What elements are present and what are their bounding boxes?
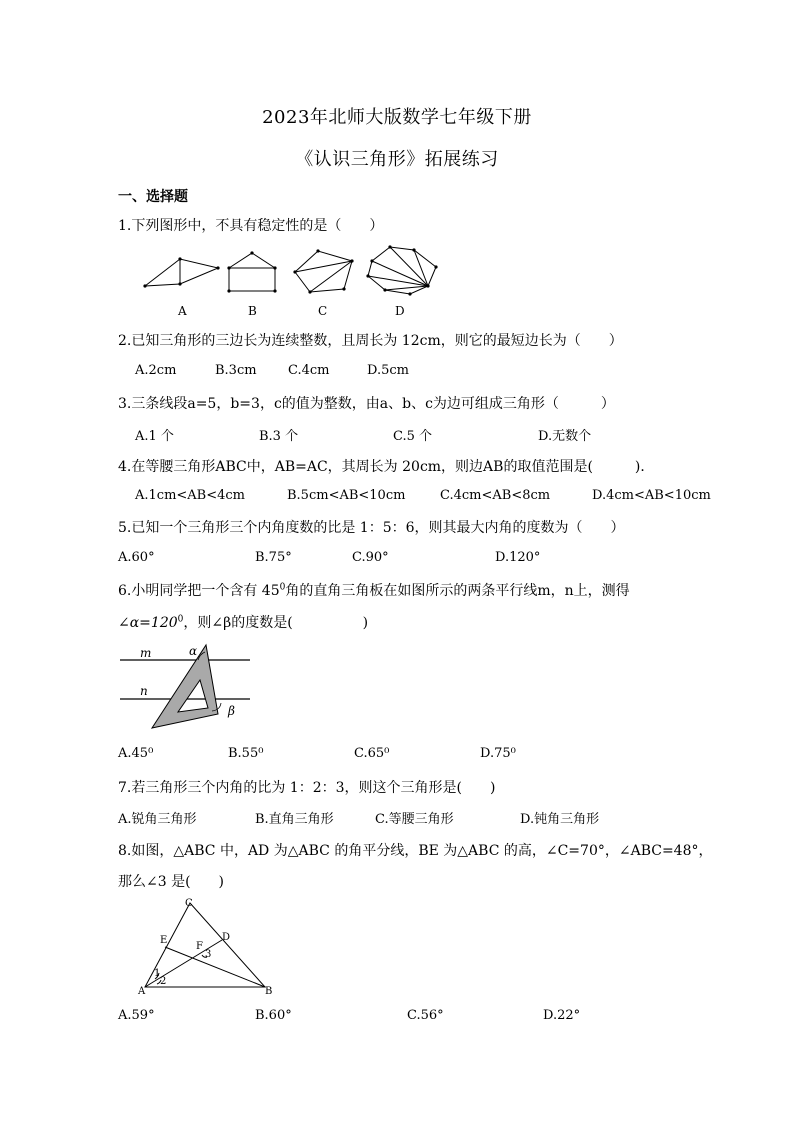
q2-option-c: C.4cm [288, 363, 330, 378]
q4-option-b: B.5cm<AB<10cm [287, 488, 406, 503]
question-5: 5.已知一个三角形三个内角度数的比是 1：5：6，则其最大内角的度数为（ ） [118, 520, 625, 536]
q1-figure-d [368, 247, 436, 294]
section-heading: 一、选择题 [118, 189, 188, 205]
q8-label-f: F [196, 941, 203, 952]
q1-label-b: B [248, 304, 257, 318]
question-6-line-1 [118, 580, 630, 600]
q8-label-e: E [160, 935, 168, 946]
q2-option-b: B.3cm [215, 363, 257, 378]
question-6-line-2 [118, 612, 368, 632]
q7-option-d: D.钝角三角形 [520, 812, 600, 827]
q3-option-a: A.1 个 [135, 429, 174, 444]
q3-option-b: B.3 个 [259, 429, 299, 444]
doc-subtitle: 《认识三角形》拓展练习 [295, 149, 499, 170]
q5-option-c: C.90° [352, 550, 389, 565]
q2-option-d: D.5cm [367, 363, 409, 378]
q8-label-b: B [265, 986, 273, 997]
q6-text-a: 6.小明同学把一个含有 45 [118, 583, 280, 599]
q6-text-c: ，则∠β的度数是( ) [183, 615, 369, 631]
set-square [152, 645, 218, 728]
q6-alpha-sup: 0 [177, 614, 184, 625]
q6-degree-sup: 0 [279, 582, 286, 593]
q6-alpha-value: ∠α=120 [118, 615, 178, 631]
q1-label-d: D [395, 304, 405, 318]
q8-label-2: 2 [160, 976, 167, 987]
q6-text-b: 角的直角三角板在如图所示的两条平行线m，n上，测得 [285, 583, 630, 599]
q3-option-d: D.无数个 [538, 429, 592, 444]
q8-option-d: D.22° [543, 1008, 581, 1023]
q5-option-a: A.60° [118, 550, 155, 565]
q6-label-n: n [140, 684, 148, 698]
question-3: 3.三条线段a=5，b=3，c的值为整数，由a、b、c为边可组成三角形（ ） [118, 396, 615, 412]
altitude-be [165, 947, 265, 987]
q8-label-d: D [222, 932, 231, 943]
q3-option-c: C.5 个 [393, 429, 433, 444]
q6-label-alpha: α [189, 644, 198, 658]
q8-label-c: C [185, 898, 193, 909]
q1-figure-a [145, 259, 218, 286]
q8-option-a: A.59° [118, 1008, 155, 1023]
q6-label-m: m [140, 646, 152, 660]
q8-label-a: A [138, 986, 146, 997]
q8-option-c: C.56° [407, 1008, 444, 1023]
doc-title: 2023年北师大版数学七年级下册 [262, 107, 532, 128]
q1-figures [140, 244, 460, 299]
q1-label-a: A [178, 304, 187, 318]
q6-label-beta: β [228, 704, 235, 718]
question-8-line-2: 那么∠3 是( ) [118, 874, 225, 890]
q4-option-a: A.1cm<AB<4cm [135, 488, 246, 503]
question-4: 4.在等腰三角形ABC中，AB=AC，其周长为 20cm，则边AB的取值范围是( )． [118, 459, 655, 475]
q4-option-c: C.4cm<AB<8cm [440, 488, 551, 503]
q1-figure-c [295, 251, 352, 292]
q2-option-a: A.2cm [135, 363, 177, 378]
q7-option-a: A.锐角三角形 [118, 812, 197, 827]
q6-option-b: B.55⁰ [228, 746, 264, 761]
question-7: 7.若三角形三个内角的比为 1：2：3，则这个三角形是( ) [118, 780, 496, 796]
q8-option-b: B.60° [255, 1008, 292, 1023]
q7-option-c: C.等腰三角形 [375, 812, 454, 827]
q1-figure-b [229, 253, 275, 291]
q5-option-d: D.120° [495, 550, 541, 565]
q6-option-a: A.45⁰ [118, 746, 154, 761]
q8-label-1: 1 [154, 968, 161, 979]
question-8-line-1: 8.如图，△ABC 中，AD 为△ABC 的角平分线，BE 为△ABC 的高，∠C=70°，∠ABC=48°， [118, 843, 713, 859]
question-1: 1.下列图形中，不具有稳定性的是（ ） [118, 218, 384, 234]
q7-option-b: B.直角三角形 [255, 812, 334, 827]
q6-option-d: D.75⁰ [480, 746, 516, 761]
q4-option-d: D.4cm<AB<10cm [592, 488, 711, 503]
question-2: 2.已知三角形的三边长为连续整数，且周长为 12cm，则它的最短边长为（ ） [118, 333, 623, 349]
q6-option-c: C.65⁰ [354, 746, 390, 761]
q1-label-c: C [318, 304, 328, 318]
q5-option-b: B.75° [255, 550, 292, 565]
q8-label-3: 3 [205, 949, 212, 960]
bisector-ad [145, 940, 222, 987]
